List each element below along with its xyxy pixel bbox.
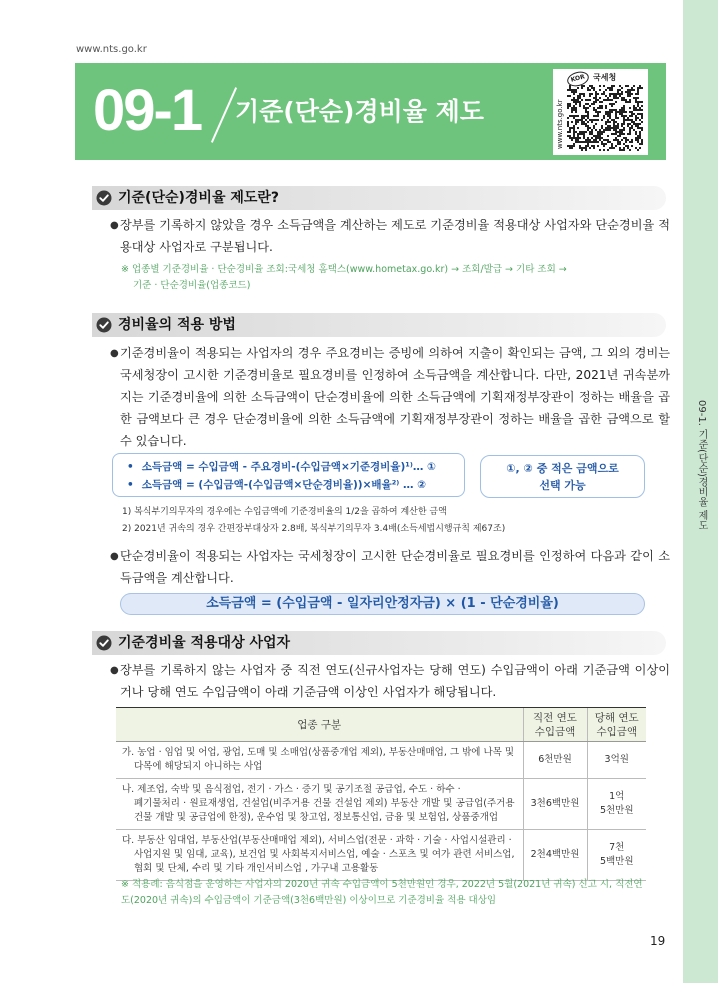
curr-amount-cell: 3억원 [587, 742, 646, 779]
simple-rate-paragraph: ● 단순경비율이 적용되는 사업자는 국세청장이 고시한 단순경비율로 필요경비를 인정하여 다음과 같이 소득금액을 계산합니다. [110, 549, 670, 585]
category-cell: 가. 농업 · 임업 및 어업, 광업, 도매 및 소매업(상품중개업 제외), 부동산매매업, 그 밖에 나목 및 다목에 해당되지 아니하는 사업 [116, 742, 523, 779]
table-row [116, 742, 646, 779]
section-title: 기준경비율 적용대상 사업자 [118, 635, 291, 651]
title-divider [211, 87, 237, 143]
page-number: 19 [650, 934, 666, 948]
section-header-eligibility [92, 631, 666, 655]
qr-side-url: www.nts.go.kr [556, 99, 564, 149]
qr-label: 국세청 [593, 73, 617, 82]
lookup-note: ※ 업종별 기준경비율 · 단순경비율 조회:국세청 홈택스(www.hometax.go.kr) → 조회/발급 → 기타 조회 → 기준 · 단순경비율(업종코드) [121, 264, 567, 291]
table-row [116, 779, 646, 830]
header-curr-year: 당해 연도 수입금액 [587, 708, 646, 742]
chapter-number: 09-1 [93, 78, 202, 143]
check-circle-icon [96, 635, 112, 651]
curr-amount-cell: 1억 5천만원 [587, 779, 646, 830]
income-formula-box [112, 453, 465, 497]
category-cell: 나. 제조업, 숙박 및 음식점업, 전기 · 가스 · 증기 및 공기조절 공급업, 수도 · 하수 · 폐기물처리 · 원료재생업, 건설업(비주거용 건물 건설업 제외) 부동산 개발 및 공급업(주거용 건물 개발 및 공급업에 한정), 운수업 및 창고업, 정보통신업, 금융 및 보험업, 상품중개업 [116, 779, 523, 830]
definition-paragraph: ● 장부를 기록하지 않았을 경우 소득금액을 계산하는 제도로 기준경비율 적용대상 사업자와 단순경비율 적용대상 사업자로 구분됩니다. [110, 218, 670, 254]
prev-amount-cell: 2천4백만원 [523, 830, 587, 881]
section-title: 경비율의 적용 방법 [118, 317, 236, 333]
category-cell: 다. 부동산 임대업, 부동산업(부동산매매업 제외), 서비스업(전문 · 과학 · 기술 · 사업시설관리 · 사업지원 및 임대, 교육), 보건업 및 사회복지서비스업, 예술 · 스포츠 및 여가 관련 서비스업, 협회 및 단체, 수리 및 기타 개인서비스업 , 가구내 고용활동 [116, 830, 523, 881]
selection-result-box: ①, ② 중 적은 금액으로 선택 가능 [480, 455, 645, 498]
side-chapter-label: 09-1. 기준(단순)경비율 제도 [696, 400, 707, 531]
site-url[interactable]: www.nts.go.kr [76, 44, 147, 55]
method-paragraph: ● 기준경비율이 적용되는 사업자의 경우 주요경비는 증빙에 의하여 지출이 확인되는 금액, 그 외의 경비는 국세청장이 고시한 기준경비율로 필요경비를 인정하여 소득금액을 계산합니다. 다만, 2021년 귀속분까지는 기준경비율에 의한 소득금액이 단순경비율에 의한 소득금액에 기획재정부장관이 정하는 배율을 곱한 금액보다 큰 경우 단순경비율에 의한 소득금액에 기획재정부장관이 정하는 배율을 곱한 금액으로 할 수 있습니다. [110, 346, 670, 448]
simple-rate-formula: 소득금액 = (수입금액 - 일자리안정자금) × (1 - 단순경비율) [120, 593, 645, 615]
header-category: 업종 구분 [116, 708, 523, 742]
header-prev-year: 직전 연도 수입금액 [523, 708, 587, 742]
formula-standard-rate: • 소득금액 = 수입금액 - 주요경비-(수입금액×기준경비율)¹⁾… ① [127, 458, 464, 476]
title-banner [75, 63, 666, 160]
qr-code-icon[interactable] [567, 85, 643, 151]
footnote-1: 1) 복식부기의무자의 경우에는 수입금액에 기준경비율의 1/2을 곱하여 계산한 금액 [122, 507, 447, 517]
table-header-row [116, 708, 646, 742]
prev-amount-cell: 3천6백만원 [523, 779, 587, 830]
curr-amount-cell: 7천 5백만원 [587, 830, 646, 881]
check-circle-icon [96, 190, 112, 206]
page-title: 기준(단순)경비율 제도 [235, 97, 484, 126]
formula-simple-rate: • 소득금액 = (수입금액-(수입금액×단순경비율))×배율²⁾ … ② [127, 476, 464, 494]
prev-amount-cell: 6천만원 [523, 742, 587, 779]
section-header-definition [92, 186, 666, 210]
korea-logo-icon: KOR [566, 69, 591, 88]
threshold-table [116, 707, 646, 881]
eligibility-paragraph: ● 장부를 기록하지 않는 사업자 중 직전 연도(신규사업자는 당해 연도) 수입금액이 아래 기준금액 이상이거나 당해 연도 수입금액이 아래 기준금액 이상인 사업자가 해당됩니다. [110, 663, 670, 699]
qr-block[interactable] [553, 69, 648, 155]
check-circle-icon [96, 317, 112, 333]
table-row [116, 830, 646, 881]
section-header-method [92, 313, 666, 337]
example-remark: ※ 적용례: 음식점을 운영하는 사업자의 2020년 귀속 수입금액이 5천만원인 경우, 2022년 5월(2021년 귀속) 신고 시, 직전연도(2020년 귀속)의 수입금액이 기준금액(3천6백만원) 이상이므로 기준경비율 적용 대상임 [121, 879, 643, 906]
section-title: 기준(단순)경비율 제도란? [118, 190, 280, 206]
footnote-2: 2) 2021년 귀속의 경우 간편장부대상자 2.8배, 복식부기의무자 3.4배(소득세법시행규칙 제67조) [122, 524, 506, 534]
